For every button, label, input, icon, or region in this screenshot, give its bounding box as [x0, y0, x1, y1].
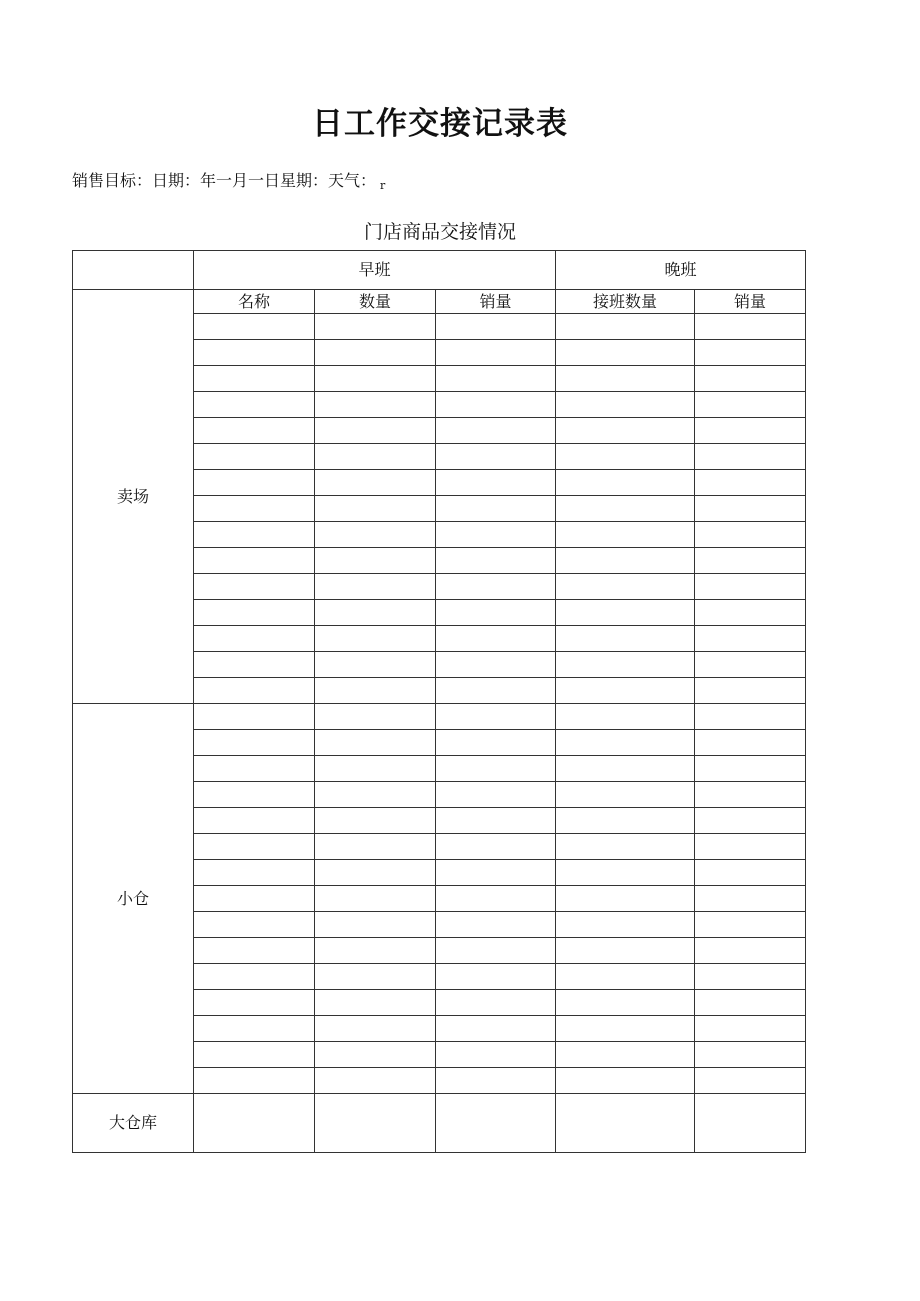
quantity-cell[interactable] — [315, 1068, 436, 1094]
handover-quantity-cell[interactable] — [556, 418, 695, 444]
sales-cell[interactable] — [436, 470, 556, 496]
evening-sales-cell[interactable] — [695, 964, 806, 990]
name-header: 名称 — [194, 290, 315, 314]
evening-sales-cell[interactable] — [695, 392, 806, 418]
handover-quantity-cell[interactable] — [556, 1016, 695, 1042]
evening-sales-cell[interactable] — [695, 730, 806, 756]
evening-sales-header: 销量 — [695, 290, 806, 314]
section-label-1: 小仓 — [73, 704, 194, 1094]
quantity-cell[interactable] — [315, 782, 436, 808]
quantity-cell[interactable] — [315, 964, 436, 990]
name-cell[interactable] — [194, 990, 315, 1016]
quantity-cell[interactable] — [315, 600, 436, 626]
handover-quantity-cell[interactable] — [556, 704, 695, 730]
quantity-cell[interactable] — [315, 834, 436, 860]
sales-cell[interactable] — [436, 678, 556, 704]
quantity-cell[interactable] — [315, 938, 436, 964]
name-cell[interactable] — [194, 340, 315, 366]
evening-sales-cell[interactable] — [695, 600, 806, 626]
sales-cell[interactable] — [436, 1042, 556, 1068]
sales-cell[interactable] — [436, 834, 556, 860]
handover-quantity-cell[interactable] — [556, 366, 695, 392]
name-cell[interactable] — [194, 886, 315, 912]
evening-sales-cell[interactable] — [695, 626, 806, 652]
handover-quantity-cell[interactable] — [556, 522, 695, 548]
handover-quantity-cell[interactable] — [556, 470, 695, 496]
quantity-cell[interactable] — [315, 444, 436, 470]
evening-sales-cell[interactable] — [695, 704, 806, 730]
name-cell[interactable] — [194, 600, 315, 626]
sales-cell[interactable] — [436, 574, 556, 600]
sales-cell[interactable] — [436, 496, 556, 522]
quantity-cell[interactable] — [315, 1094, 436, 1153]
name-cell[interactable] — [194, 522, 315, 548]
sales-cell[interactable] — [436, 340, 556, 366]
evening-sales-cell[interactable] — [695, 886, 806, 912]
evening-sales-cell[interactable] — [695, 808, 806, 834]
sales-cell[interactable] — [436, 600, 556, 626]
evening-sales-cell[interactable] — [695, 834, 806, 860]
name-cell[interactable] — [194, 574, 315, 600]
name-cell[interactable] — [194, 834, 315, 860]
sales-cell[interactable] — [436, 548, 556, 574]
name-cell[interactable] — [194, 756, 315, 782]
sales-cell[interactable] — [436, 1068, 556, 1094]
name-cell[interactable] — [194, 1042, 315, 1068]
name-cell[interactable] — [194, 496, 315, 522]
info-line — [72, 168, 385, 192]
quantity-cell[interactable] — [315, 1016, 436, 1042]
handover-table — [72, 250, 806, 1153]
sales-cell[interactable] — [436, 444, 556, 470]
evening-sales-cell[interactable] — [695, 782, 806, 808]
sales-cell[interactable] — [436, 730, 556, 756]
sales-cell[interactable] — [436, 886, 556, 912]
evening-sales-cell[interactable] — [695, 522, 806, 548]
name-cell[interactable] — [194, 626, 315, 652]
handover-quantity-cell[interactable] — [556, 756, 695, 782]
handover-quantity-cell[interactable] — [556, 574, 695, 600]
evening-sales-cell[interactable] — [695, 574, 806, 600]
quantity-cell[interactable] — [315, 314, 436, 340]
name-cell[interactable] — [194, 470, 315, 496]
quantity-cell[interactable] — [315, 756, 436, 782]
table-row — [73, 1094, 806, 1153]
handover-quantity-cell[interactable] — [556, 626, 695, 652]
document-title: 日工作交接记录表 — [312, 106, 568, 142]
name-cell[interactable] — [194, 418, 315, 444]
handover-quantity-cell[interactable] — [556, 1094, 695, 1153]
quantity-cell[interactable] — [315, 730, 436, 756]
handover-quantity-cell[interactable] — [556, 964, 695, 990]
quantity-cell[interactable] — [315, 496, 436, 522]
section-label-2: 大仓库 — [73, 1094, 194, 1153]
evening-sales-cell[interactable] — [695, 678, 806, 704]
sales-cell[interactable] — [436, 392, 556, 418]
name-cell[interactable] — [194, 730, 315, 756]
quantity-cell[interactable] — [315, 548, 436, 574]
sales-cell[interactable] — [436, 704, 556, 730]
evening-sales-cell[interactable] — [695, 860, 806, 886]
sales-cell[interactable] — [436, 1094, 556, 1153]
handover-quantity-cell[interactable] — [556, 912, 695, 938]
handover-quantity-cell[interactable] — [556, 548, 695, 574]
sales-cell[interactable] — [436, 964, 556, 990]
handover-quantity-cell[interactable] — [556, 990, 695, 1016]
handover-quantity-cell[interactable] — [556, 808, 695, 834]
quantity-cell[interactable] — [315, 704, 436, 730]
evening-sales-cell[interactable] — [695, 756, 806, 782]
handover-quantity-cell[interactable] — [556, 678, 695, 704]
name-cell[interactable] — [194, 652, 315, 678]
handover-quantity-cell[interactable] — [556, 886, 695, 912]
quantity-cell[interactable] — [315, 366, 436, 392]
quantity-header: 数量 — [315, 290, 436, 314]
quantity-cell[interactable] — [315, 860, 436, 886]
name-cell[interactable] — [194, 548, 315, 574]
handover-quantity-cell[interactable] — [556, 860, 695, 886]
name-cell[interactable] — [194, 366, 315, 392]
quantity-cell[interactable] — [315, 340, 436, 366]
handover-quantity-cell[interactable] — [556, 1068, 695, 1094]
handover-quantity-cell[interactable] — [556, 392, 695, 418]
quantity-cell[interactable] — [315, 626, 436, 652]
quantity-cell[interactable] — [315, 912, 436, 938]
handover-quantity-cell[interactable] — [556, 730, 695, 756]
sales-cell[interactable] — [436, 782, 556, 808]
sales-cell[interactable] — [436, 808, 556, 834]
evening-sales-cell[interactable] — [695, 1068, 806, 1094]
sales-cell[interactable] — [436, 1016, 556, 1042]
name-cell[interactable] — [194, 938, 315, 964]
handover-quantity-cell[interactable] — [556, 600, 695, 626]
name-cell[interactable] — [194, 392, 315, 418]
table-subtitle: 门店商品交接情况 — [363, 221, 516, 243]
sales-cell[interactable] — [436, 418, 556, 444]
table-row — [73, 704, 806, 730]
sales-header: 销量 — [436, 290, 556, 314]
quantity-cell[interactable] — [315, 418, 436, 444]
name-cell[interactable] — [194, 678, 315, 704]
quantity-cell[interactable] — [315, 1042, 436, 1068]
name-cell[interactable] — [194, 964, 315, 990]
name-cell[interactable] — [194, 912, 315, 938]
sales-cell[interactable] — [436, 756, 556, 782]
sales-cell[interactable] — [436, 912, 556, 938]
evening-sales-cell[interactable] — [695, 496, 806, 522]
name-cell[interactable] — [194, 1016, 315, 1042]
info-mark: r — [380, 179, 386, 192]
handover-quantity-cell[interactable] — [556, 834, 695, 860]
sales-cell[interactable] — [436, 652, 556, 678]
sales-cell[interactable] — [436, 990, 556, 1016]
handover-quantity-cell[interactable] — [556, 782, 695, 808]
handover-quantity-cell[interactable] — [556, 444, 695, 470]
quantity-cell[interactable] — [315, 886, 436, 912]
sales-cell[interactable] — [436, 314, 556, 340]
evening-sales-cell[interactable] — [695, 314, 806, 340]
handover-quantity-cell[interactable] — [556, 652, 695, 678]
quantity-cell[interactable] — [315, 652, 436, 678]
evening-sales-cell[interactable] — [695, 1042, 806, 1068]
evening-sales-cell[interactable] — [695, 652, 806, 678]
name-cell[interactable] — [194, 704, 315, 730]
column-header-row — [73, 290, 806, 314]
evening-sales-cell[interactable] — [695, 366, 806, 392]
evening-sales-cell[interactable] — [695, 470, 806, 496]
name-cell[interactable] — [194, 860, 315, 886]
evening-sales-cell[interactable] — [695, 418, 806, 444]
handover-quantity-cell[interactable] — [556, 938, 695, 964]
quantity-cell[interactable] — [315, 574, 436, 600]
quantity-cell[interactable] — [315, 470, 436, 496]
evening-sales-cell[interactable] — [695, 912, 806, 938]
evening-shift-header: 晚班 — [556, 251, 806, 290]
sales-cell[interactable] — [436, 522, 556, 548]
section-label-0: 卖场 — [73, 290, 194, 704]
name-cell[interactable] — [194, 1068, 315, 1094]
handover-quantity-cell[interactable] — [556, 314, 695, 340]
sales-cell[interactable] — [436, 860, 556, 886]
evening-sales-cell[interactable] — [695, 548, 806, 574]
quantity-cell[interactable] — [315, 990, 436, 1016]
evening-sales-cell[interactable] — [695, 938, 806, 964]
morning-shift-header: 早班 — [194, 251, 556, 290]
handover-quantity-cell[interactable] — [556, 496, 695, 522]
evening-sales-cell[interactable] — [695, 340, 806, 366]
shift-header-row — [73, 251, 806, 290]
handover-quantity-cell[interactable] — [556, 340, 695, 366]
sales-cell[interactable] — [436, 626, 556, 652]
evening-sales-cell[interactable] — [695, 444, 806, 470]
name-cell[interactable] — [194, 444, 315, 470]
handover-quantity-cell[interactable] — [556, 1042, 695, 1068]
quantity-cell[interactable] — [315, 392, 436, 418]
corner-cell — [73, 251, 194, 290]
sales-cell[interactable] — [436, 366, 556, 392]
quantity-cell[interactable] — [315, 678, 436, 704]
name-cell[interactable] — [194, 1094, 315, 1153]
evening-sales-cell[interactable] — [695, 1094, 806, 1153]
quantity-cell[interactable] — [315, 808, 436, 834]
quantity-cell[interactable] — [315, 522, 436, 548]
sales-cell[interactable] — [436, 938, 556, 964]
name-cell[interactable] — [194, 314, 315, 340]
evening-sales-cell[interactable] — [695, 1016, 806, 1042]
evening-sales-cell[interactable] — [695, 990, 806, 1016]
handover-quantity-header: 接班数量 — [556, 290, 695, 314]
name-cell[interactable] — [194, 782, 315, 808]
name-cell[interactable] — [194, 808, 315, 834]
info-fields: 销售目标：日期：年一月一日星期：天气： — [72, 171, 377, 190]
